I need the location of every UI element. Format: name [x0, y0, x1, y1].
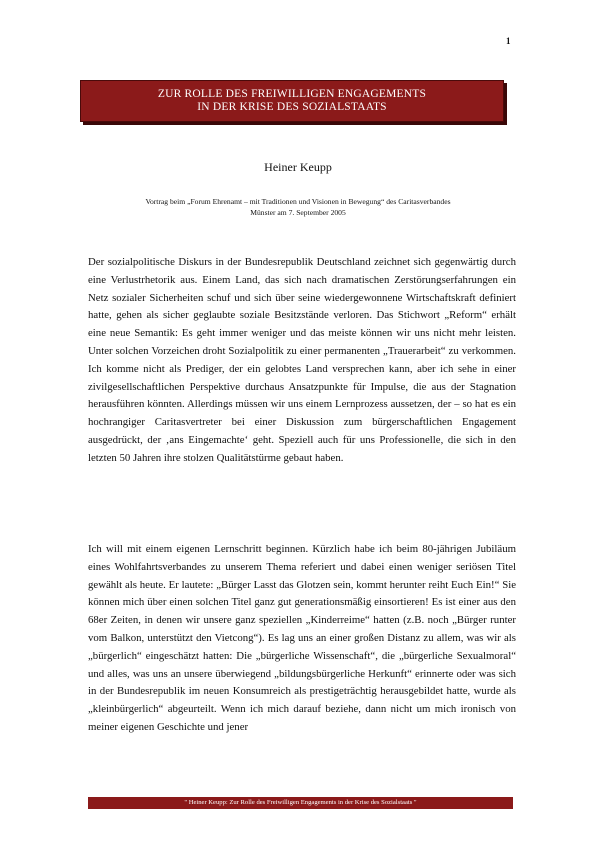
footer-banner: " Heiner Keupp: Zur Rolle des Freiwilligen Engagements in der Krise des Sozialstaats " — [88, 797, 513, 809]
author-name: Heiner Keupp — [264, 160, 332, 174]
body-paragraph-1: Der sozialpolitische Diskurs in der Bundesrepublik Deutschland zeichnet sich gegenwärtig durch eine Verlustrhetorik aus. Einem Land, das sich nach dramatischen Zerstörungserfahrungen ein Netz sozialer Sicherheiten schuf und sich über seine wiedergewonnene Wirtschaftskraft definiert hatte, gehen als sicher geglaubte soziale Besitzstände verloren. Das Stichwort „Reform“ erhält eine neue Semantik: Es geht immer weniger und das meiste können wir uns nicht mehr leisten. Unter solchen Vorzeichen droht Sozialpolitik zu einer permanenten „Trauerarbeit“ zu verkommen. Ich komme nicht als Prediger, der ein gelobtes Land versprechen kann, aber ich sehe in einer zivilgesellschaftlichen Perspektive durchaus Ansatzpunkte für Impulse, die aus der Stagnation herausführen könnten. Allerdings müssen wir uns einem Lernprozess aussetzen, der – so hat es ein hochrangiger Caritasvertreter bei einer Diskussion zum bürgerschaftlichen Engagement ausgedrückt, der ‚ans Eingemachte‘ geht. Speziell auch für uns Professionelle, die sich in den letzten 50 Jahren ihre stolzen Qualitätstürme gebaut haben. — [88, 256, 516, 464]
body-paragraph-2: Ich will mit einem eigenen Lernschritt beginnen. Kürzlich habe ich beim 80-jährigen Jubiläum eines Wohlfahrtsverbandes zu unserem Thema referiert und dabei einen weniger seriösen Titel gewählt als heute. Er lautete: „Bürger Lasst das Glotzen sein, kommt herunter reiht Euch Ein!“ Sie können mich über einen solchen Titel ganz gut generationsmäßig einsortieren! Es ist einer aus den 68er Zeiten, in denen wir unsere ganz speziellen „Kinderreime“ hatten (z.B. noch „Bürger runter vom Balkon, unterstützt den Vietcong“). Es lag uns an einer großen Distanz zu allem, was wir als „bürgerlich“ eingeschätzt hatten: Die „bürgerliche Wissenschaft“, die „bürgerliche Sexualmoral“ und alles, was uns an unsere überwiegend „bildungsbürgerliche Herkunft“ erinnerte oder was sich in der Bundesrepublik im neuen Konsumreich als prestigeträchtig herausgebildet hatte, wurde als „kleinbürgerlich“ abgeurteilt. Wenn ich mich darauf beziehe, dann nicht um mich ironisch von meiner eigenen Geschichte und jener — [88, 543, 516, 733]
page-number: 1 — [506, 36, 511, 46]
subtitle-line-2: Münster am 7. September 2005 — [250, 208, 346, 217]
title-line-2: IN DER KRISE DES SOZIALSTAATS — [197, 101, 387, 113]
title-banner — [80, 80, 504, 122]
title-line-1: ZUR ROLLE DES FREIWILLIGEN ENGAGEMENTS — [157, 88, 427, 100]
subtitle-line-1: Vortrag beim „Forum Ehrenamt – mit Traditionen und Visionen in Bewegung“ des Caritasverbandes — [145, 197, 451, 206]
lecture-subtitle — [80, 196, 516, 218]
